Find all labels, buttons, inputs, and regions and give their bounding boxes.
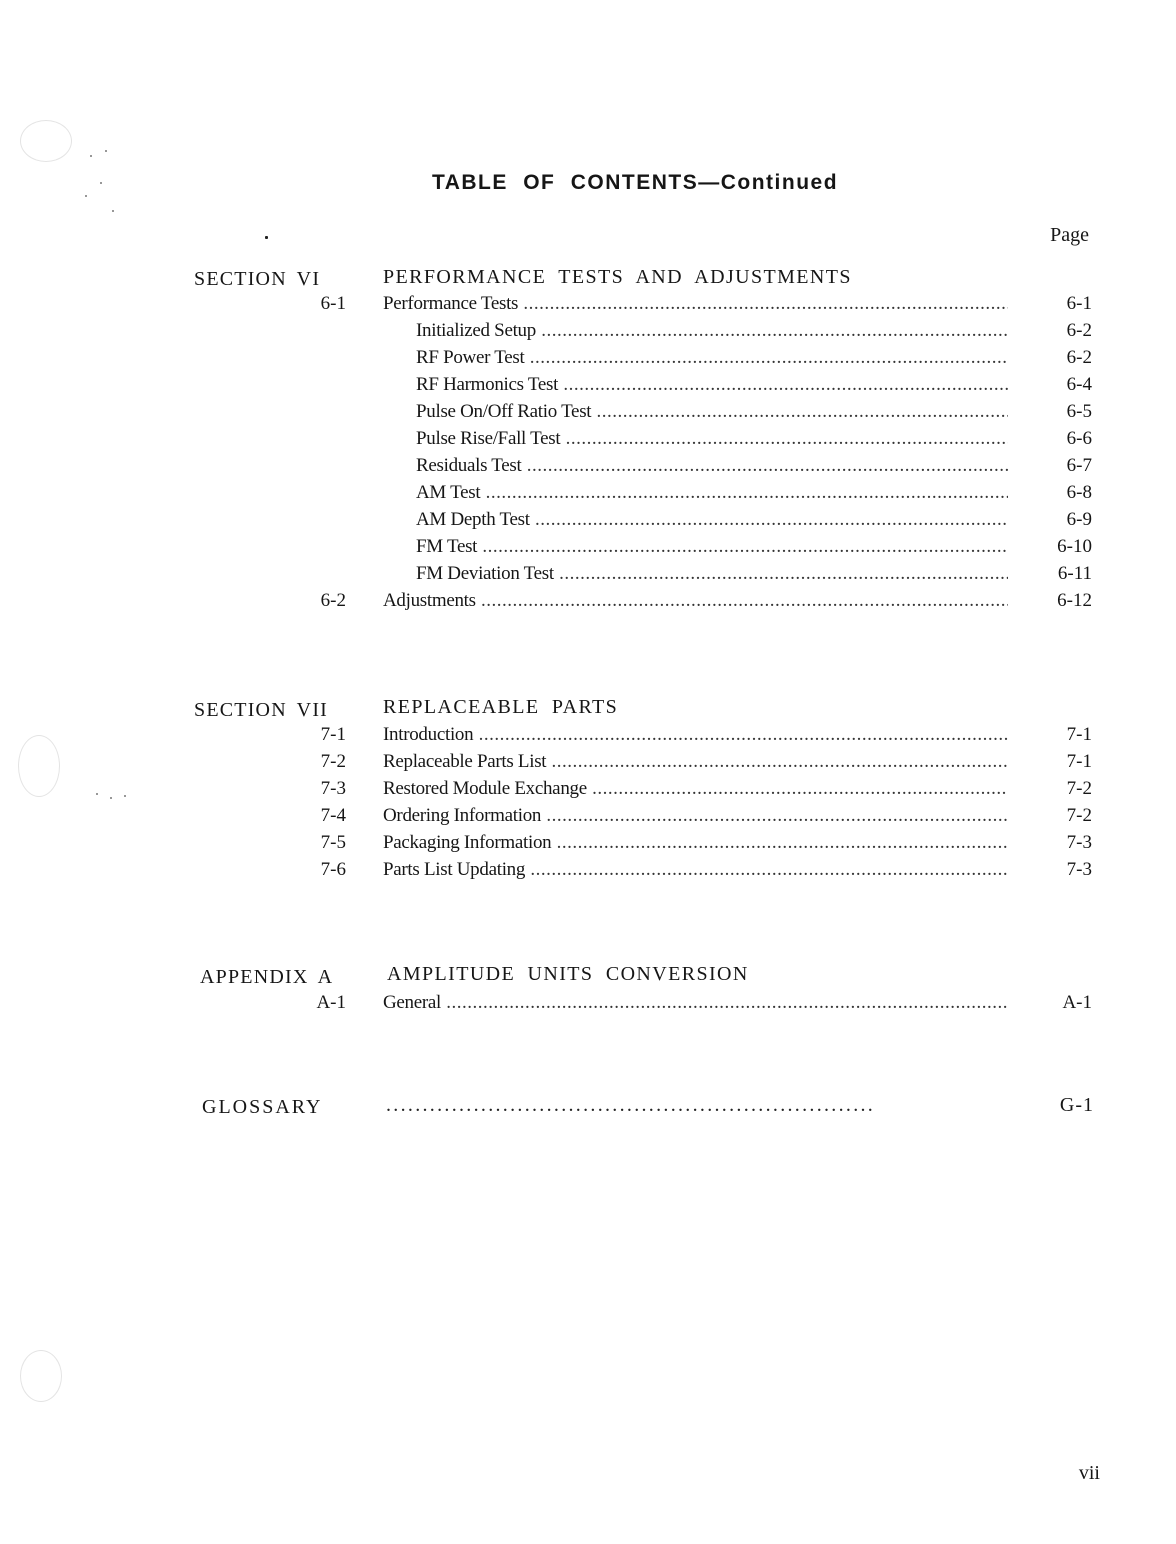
entry-number: 6-2 (320, 590, 346, 611)
toc-entry[interactable] (0, 992, 1176, 1018)
entry-label: Restored Module Exchange ..... (383, 778, 1008, 800)
entry-page: 6-5 (1066, 401, 1092, 422)
toc-entry[interactable] (0, 724, 1176, 750)
entry-label: Adjustments ..... (383, 590, 1008, 612)
entry-label: General ..... (383, 992, 1008, 1014)
scan-speck (105, 150, 107, 152)
toc-entry[interactable] (0, 563, 1176, 589)
section-label: SECTION VI (194, 268, 321, 290)
toc-entry[interactable] (0, 536, 1176, 562)
entry-page: 6-12 (1057, 590, 1092, 611)
scan-speck (85, 195, 87, 197)
entry-label: Packaging Information ..... (383, 832, 1008, 854)
entry-number: 7-2 (320, 751, 346, 772)
toc-entry[interactable] (0, 428, 1176, 454)
entry-label: Initialized Setup ..... (416, 320, 1008, 342)
entry-label: Residuals Test ..... (416, 455, 1008, 477)
entry-label: Introduction ..... (383, 724, 1008, 746)
toc-entry[interactable] (0, 320, 1176, 346)
toc-entry[interactable] (0, 859, 1176, 885)
entry-number: 7-6 (320, 859, 346, 880)
scan-speck (265, 236, 268, 239)
scan-speck (112, 210, 114, 212)
entry-page: 7-1 (1066, 751, 1092, 772)
entry-number: 6-1 (320, 293, 346, 314)
toc-entry[interactable] (0, 590, 1176, 616)
entry-label: Parts List Updating ..... (383, 859, 1008, 881)
entry-label: RF Power Test ..... (416, 347, 1008, 369)
scan-artifact (20, 1350, 62, 1402)
toc-entry[interactable] (0, 455, 1176, 481)
entry-label: AM Depth Test ..... (416, 509, 1008, 531)
toc-entry[interactable] (0, 401, 1176, 427)
entry-number: 7-1 (320, 724, 346, 745)
entry-label: Pulse Rise/Fall Test ..... (416, 428, 1008, 450)
entry-label: AM Test ..... (416, 482, 1008, 504)
entry-page: 7-2 (1066, 778, 1092, 799)
page-column-header: Page (1050, 224, 1089, 246)
entry-label: FM Deviation Test ..... (416, 563, 1008, 585)
entry-page: 6-2 (1066, 347, 1092, 368)
entry-page: A-1 (1062, 992, 1092, 1013)
entry-page: 7-3 (1066, 859, 1092, 880)
glossary-label: GLOSSARY (202, 1096, 323, 1118)
entry-page: 6-4 (1066, 374, 1092, 395)
toc-entry[interactable] (0, 347, 1176, 373)
toc-entry[interactable] (0, 482, 1176, 508)
entry-number: 7-4 (320, 805, 346, 826)
entry-number: 7-5 (320, 832, 346, 853)
section-title: PERFORMANCE TESTS AND ADJUSTMENTS (383, 266, 852, 288)
entry-label: Ordering Information ..... (383, 805, 1008, 827)
scan-speck (90, 155, 92, 157)
entry-page: 7-1 (1066, 724, 1092, 745)
section-label: APPENDIX A (200, 966, 334, 988)
entry-page: 6-10 (1057, 536, 1092, 557)
glossary-leader-dots: ................................................................... (386, 1094, 876, 1116)
toc-entry[interactable] (0, 832, 1176, 858)
entry-label: Performance Tests ..... (383, 293, 1008, 315)
entry-page: 7-3 (1066, 832, 1092, 853)
toc-entry[interactable] (0, 751, 1176, 777)
toc-entry[interactable] (0, 293, 1176, 319)
toc-entry[interactable] (0, 778, 1176, 804)
section-title: AMPLITUDE UNITS CONVERSION (387, 963, 749, 985)
toc-entry[interactable] (0, 374, 1176, 400)
entry-number: 7-3 (320, 778, 346, 799)
entry-page: 6-6 (1066, 428, 1092, 449)
entry-page: 6-9 (1066, 509, 1092, 530)
entry-label: Pulse On/Off Ratio Test ..... (416, 401, 1008, 423)
scan-artifact (20, 120, 72, 162)
section-title: REPLACEABLE PARTS (383, 696, 619, 718)
entry-page: 6-11 (1057, 563, 1092, 584)
entry-page: 6-1 (1066, 293, 1092, 314)
toc-entry[interactable] (0, 509, 1176, 535)
entry-page: 7-2 (1066, 805, 1092, 826)
entry-page: 6-8 (1066, 482, 1092, 503)
entry-number: A-1 (316, 992, 346, 1013)
entry-label: Replaceable Parts List ..... (383, 751, 1008, 773)
page-folio: vii (1078, 1462, 1100, 1484)
entry-label: FM Test ..... (416, 536, 1008, 558)
entry-label: RF Harmonics Test ..... (416, 374, 1008, 396)
entry-page: 6-2 (1066, 320, 1092, 341)
glossary-page[interactable]: G-1 (1059, 1094, 1094, 1116)
section-label: SECTION VII (194, 699, 329, 721)
entry-page: 6-7 (1066, 455, 1092, 476)
page-title: TABLE OF CONTENTS—Continued (431, 171, 839, 194)
toc-entry[interactable] (0, 805, 1176, 831)
